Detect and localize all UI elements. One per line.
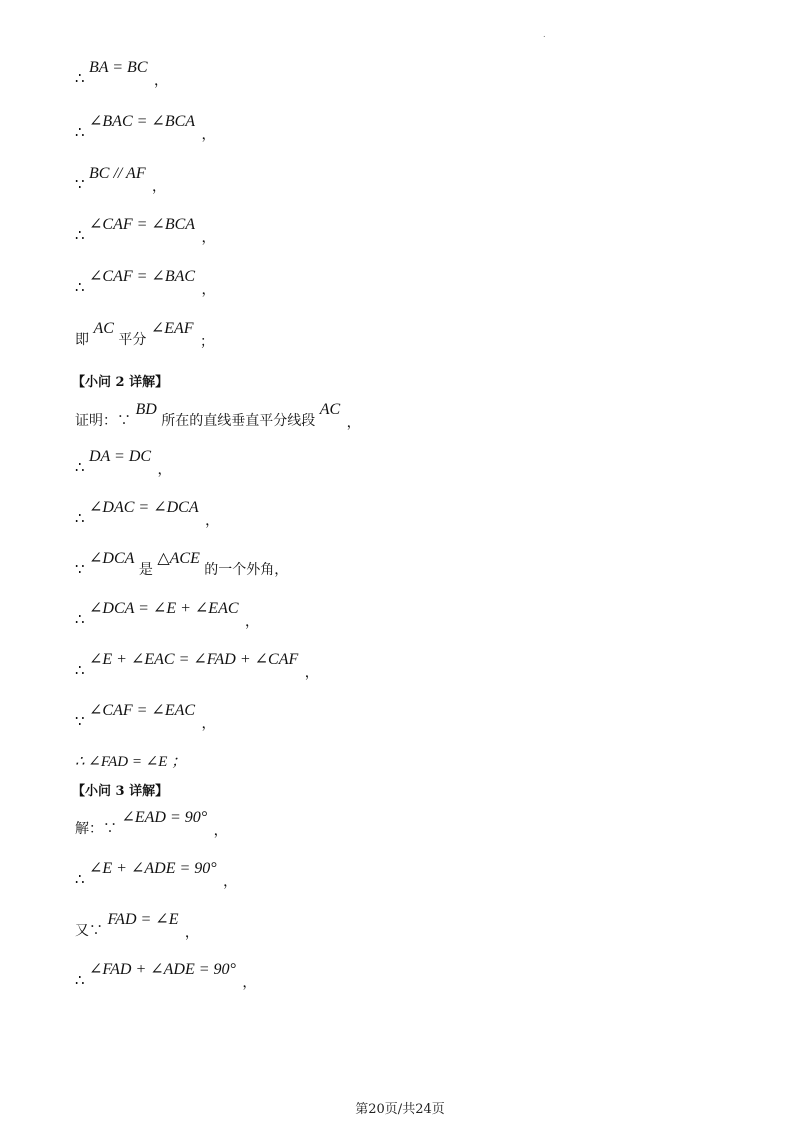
proof-line-4 — [75, 216, 216, 246]
therefore-symbol: ∴ — [75, 610, 85, 628]
math-expression: ∠CAF = ∠BAC — [89, 268, 196, 285]
proof-line-14 — [75, 702, 216, 732]
because-symbol: ∵ — [75, 560, 85, 578]
punctuation: ； — [200, 334, 214, 350]
therefore-symbol: ∴ — [75, 69, 85, 87]
top-mark: . — [543, 30, 546, 39]
punctuation: ， — [184, 925, 199, 941]
punctuation: ， — [201, 230, 216, 246]
math-expression: ∠CAF = ∠EAC — [89, 702, 196, 719]
punctuation: ， — [152, 179, 167, 195]
therefore-symbol: ∴ — [75, 509, 85, 527]
proof-line-11 — [75, 550, 289, 579]
math-expression: BA = BC — [89, 59, 148, 76]
proof-line-15: ∴ ∠FAD = ∠E ； — [75, 754, 187, 770]
punctuation: ， — [157, 462, 172, 478]
punctuation: ， — [153, 73, 168, 89]
punctuation: ， — [201, 282, 216, 298]
proof-line-20 — [75, 961, 257, 991]
therefore-symbol: ∴ — [75, 870, 85, 888]
punctuation: ， — [242, 975, 257, 991]
punctuation: ， — [201, 127, 216, 143]
chinese-text: 又∵ — [75, 923, 103, 939]
math-expression: ∠E + ∠ADE = 90° — [89, 860, 217, 877]
therefore-symbol: ∴ — [75, 226, 85, 244]
math-expression: ∠EAF — [150, 320, 194, 337]
chinese-text: 解：∵ — [75, 821, 117, 837]
math-expression: ∠DAC = ∠DCA — [89, 499, 199, 516]
proof-line-17 — [75, 809, 228, 839]
math-expression: ∠EAD = 90° — [121, 809, 208, 826]
chinese-text: 所在的直线垂直平分线段 — [161, 413, 316, 429]
math-expression: ∠DCA — [89, 550, 135, 567]
proof-line-9 — [75, 448, 172, 478]
section-heading-2: 【小问 2 详解】 — [72, 375, 169, 390]
proof-line-5 — [75, 268, 216, 298]
punctuation: ， — [205, 513, 220, 529]
chinese-text: 是 — [138, 562, 153, 578]
math-expression: ∠E + ∠EAC = ∠FAD + ∠CAF — [89, 651, 299, 668]
proof-line-10 — [75, 499, 220, 529]
math-expression: DA = DC — [89, 448, 152, 465]
proof-line-3 — [75, 165, 167, 195]
chinese-text: 即 — [75, 332, 89, 348]
math-expression: ∠BAC = ∠BCA — [89, 113, 196, 130]
proof-line-13 — [75, 651, 319, 681]
therefore-symbol: ∴ — [75, 278, 85, 296]
section-heading-3: 【小问 3 详解】 — [72, 784, 169, 799]
proof-line-6 — [75, 320, 214, 350]
chinese-text: 的一个外角， — [204, 562, 289, 578]
proof-line-18 — [75, 860, 238, 890]
math-expression: AC — [93, 320, 114, 337]
proof-line-8 — [75, 401, 361, 431]
punctuation: ， — [346, 415, 361, 431]
proof-line-12 — [75, 600, 259, 630]
math-expression: ∠CAF = ∠BCA — [89, 216, 196, 233]
punctuation: ， — [201, 716, 216, 732]
math-expression: BC // AF — [89, 165, 146, 182]
therefore-symbol: ∴ — [75, 458, 85, 476]
therefore-symbol: ∴ — [75, 123, 85, 141]
page-footer: 第20页/共24页 — [355, 1102, 445, 1117]
because-symbol: ∵ — [75, 712, 85, 730]
math-expression: BD — [135, 401, 157, 418]
math-expression: FAD = ∠E — [107, 911, 179, 928]
because-symbol: ∵ — [75, 175, 85, 193]
punctuation: ， — [223, 874, 238, 890]
proof-line-2 — [75, 113, 216, 143]
therefore-symbol: ∴ — [75, 971, 85, 989]
math-expression: AC — [319, 401, 341, 418]
punctuation: ， — [213, 823, 228, 839]
proof-line-19 — [75, 911, 199, 941]
therefore-symbol: ∴ — [75, 661, 85, 679]
chinese-text: 平分 — [118, 332, 147, 348]
math-expression: ∠FAD + ∠ADE = 90° — [89, 961, 236, 978]
math-expression: ∠DCA = ∠E + ∠EAC — [89, 600, 239, 617]
punctuation: ， — [304, 665, 319, 681]
math-expression: △ACE — [157, 550, 200, 567]
punctuation: ， — [244, 614, 259, 630]
chinese-text: 证明：∵ — [75, 413, 131, 429]
proof-line-1 — [75, 59, 168, 89]
